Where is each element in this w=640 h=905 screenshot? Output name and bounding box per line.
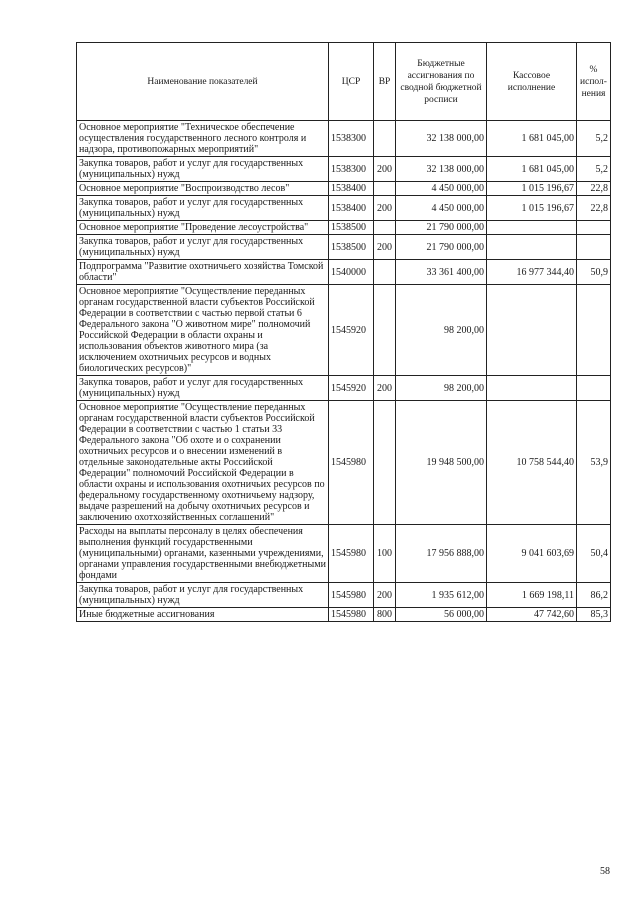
row-csr: 1545980	[329, 525, 374, 583]
header-cash: Кассовое исполнение	[487, 43, 577, 121]
table-row	[77, 260, 611, 285]
row-cash: 1 015 196,67	[487, 182, 577, 196]
table-row	[77, 221, 611, 235]
table-row	[77, 525, 611, 583]
row-cash: 47 742,60	[487, 608, 577, 622]
table-row	[77, 182, 611, 196]
row-budget: 98 200,00	[396, 285, 487, 376]
row-budget: 32 138 000,00	[396, 121, 487, 157]
row-csr: 1545980	[329, 608, 374, 622]
row-pct: 85,3	[577, 608, 611, 622]
row-budget: 33 361 400,00	[396, 260, 487, 285]
row-csr: 1545920	[329, 376, 374, 401]
row-pct: 5,2	[577, 157, 611, 182]
row-name: Основное мероприятие "Техническое обеспечение осуществления государственного лесного контроля и надзора, противопожарных мероприятий"	[77, 121, 329, 157]
row-pct	[577, 235, 611, 260]
row-pct	[577, 285, 611, 376]
row-cash: 16 977 344,40	[487, 260, 577, 285]
header-name: Наименование показателей	[77, 43, 329, 121]
row-budget: 17 956 888,00	[396, 525, 487, 583]
row-csr: 1538300	[329, 121, 374, 157]
table-row	[77, 401, 611, 525]
row-vr: 200	[374, 235, 396, 260]
row-name: Основное мероприятие "Проведение лесоустройства"	[77, 221, 329, 235]
row-vr	[374, 221, 396, 235]
row-budget: 56 000,00	[396, 608, 487, 622]
header-pct: % испол-нения	[577, 43, 611, 121]
table-row	[77, 196, 611, 221]
row-csr: 1545920	[329, 285, 374, 376]
row-name: Закупка товаров, работ и услуг для государственных (муниципальных) нужд	[77, 235, 329, 260]
row-cash: 1 681 045,00	[487, 121, 577, 157]
row-cash: 1 015 196,67	[487, 196, 577, 221]
row-name: Подпрограмма "Развитие охотничьего хозяйства Томской области"	[77, 260, 329, 285]
row-csr: 1538400	[329, 182, 374, 196]
row-name: Основное мероприятие "Осуществление переданных органам государственной власти субъектов Российской Федерации в соответствии с частью первой статьи 6 Федерального закона "О животном мире" полномочий Российской Федерации в области охраны и использования объектов животного мира (за исключением охотничьих ресурсов и водных биологических ресурсов)"	[77, 285, 329, 376]
row-csr: 1538500	[329, 221, 374, 235]
row-name: Расходы на выплаты персоналу в целях обеспечения выполнения функций государственными (муниципальными) органами, казенными учреждениями, органами управления государственными внебюджетными фондами	[77, 525, 329, 583]
row-budget: 4 450 000,00	[396, 182, 487, 196]
row-vr	[374, 401, 396, 525]
row-vr: 800	[374, 608, 396, 622]
row-name: Закупка товаров, работ и услуг для государственных (муниципальных) нужд	[77, 157, 329, 182]
row-budget: 21 790 000,00	[396, 221, 487, 235]
row-cash	[487, 221, 577, 235]
row-cash	[487, 285, 577, 376]
row-budget: 4 450 000,00	[396, 196, 487, 221]
table-row	[77, 583, 611, 608]
row-pct: 50,4	[577, 525, 611, 583]
row-cash: 1 669 198,11	[487, 583, 577, 608]
row-pct: 22,8	[577, 182, 611, 196]
table-header-row	[77, 43, 611, 121]
row-vr: 200	[374, 583, 396, 608]
table-row	[77, 376, 611, 401]
row-vr: 200	[374, 157, 396, 182]
table-row	[77, 235, 611, 260]
table-row	[77, 608, 611, 622]
row-pct: 5,2	[577, 121, 611, 157]
row-vr: 200	[374, 376, 396, 401]
row-cash	[487, 235, 577, 260]
row-vr	[374, 121, 396, 157]
row-vr: 100	[374, 525, 396, 583]
row-vr: 200	[374, 196, 396, 221]
row-pct	[577, 376, 611, 401]
row-name: Иные бюджетные ассигнования	[77, 608, 329, 622]
row-csr: 1540000	[329, 260, 374, 285]
row-pct	[577, 221, 611, 235]
row-budget: 21 790 000,00	[396, 235, 487, 260]
row-vr	[374, 260, 396, 285]
row-name: Закупка товаров, работ и услуг для государственных (муниципальных) нужд	[77, 376, 329, 401]
budget-execution-table	[76, 42, 611, 622]
row-csr: 1545980	[329, 401, 374, 525]
row-cash: 1 681 045,00	[487, 157, 577, 182]
row-pct: 86,2	[577, 583, 611, 608]
row-vr	[374, 182, 396, 196]
row-pct: 53,9	[577, 401, 611, 525]
row-name: Закупка товаров, работ и услуг для государственных (муниципальных) нужд	[77, 583, 329, 608]
table-row	[77, 121, 611, 157]
row-pct: 50,9	[577, 260, 611, 285]
row-csr: 1545980	[329, 583, 374, 608]
row-vr	[374, 285, 396, 376]
row-cash: 10 758 544,40	[487, 401, 577, 525]
row-budget: 19 948 500,00	[396, 401, 487, 525]
row-name: Основное мероприятие "Воспроизводство лесов"	[77, 182, 329, 196]
table-row	[77, 285, 611, 376]
header-budget: Бюджетные ассигнования по сводной бюджетной росписи	[396, 43, 487, 121]
header-csr: ЦСР	[329, 43, 374, 121]
row-pct: 22,8	[577, 196, 611, 221]
page-number: 58	[600, 866, 610, 877]
row-csr: 1538300	[329, 157, 374, 182]
row-name: Основное мероприятие "Осуществление переданных органам государственной власти субъектов Российской Федерации в соответствии с частью 1 статьи 33 Федерального закона "Об охоте и о сохранении охотничьих ресурсов и о внесении изменений в отдельные законодательные акты Российской Федерации" полномочий Российской Федерации в области охраны и использования охотничьих ресурсов по федеральному государственному охотничьему надзору, выдаче разрешений на добычу охотничьих ресурсов и заключению охотхозяйственных соглашений"	[77, 401, 329, 525]
row-budget: 32 138 000,00	[396, 157, 487, 182]
row-csr: 1538400	[329, 196, 374, 221]
table-body	[77, 121, 611, 622]
row-budget: 1 935 612,00	[396, 583, 487, 608]
row-csr: 1538500	[329, 235, 374, 260]
table-row	[77, 157, 611, 182]
row-budget: 98 200,00	[396, 376, 487, 401]
row-cash: 9 041 603,69	[487, 525, 577, 583]
row-name: Закупка товаров, работ и услуг для государственных (муниципальных) нужд	[77, 196, 329, 221]
row-cash	[487, 376, 577, 401]
header-vr: ВР	[374, 43, 396, 121]
